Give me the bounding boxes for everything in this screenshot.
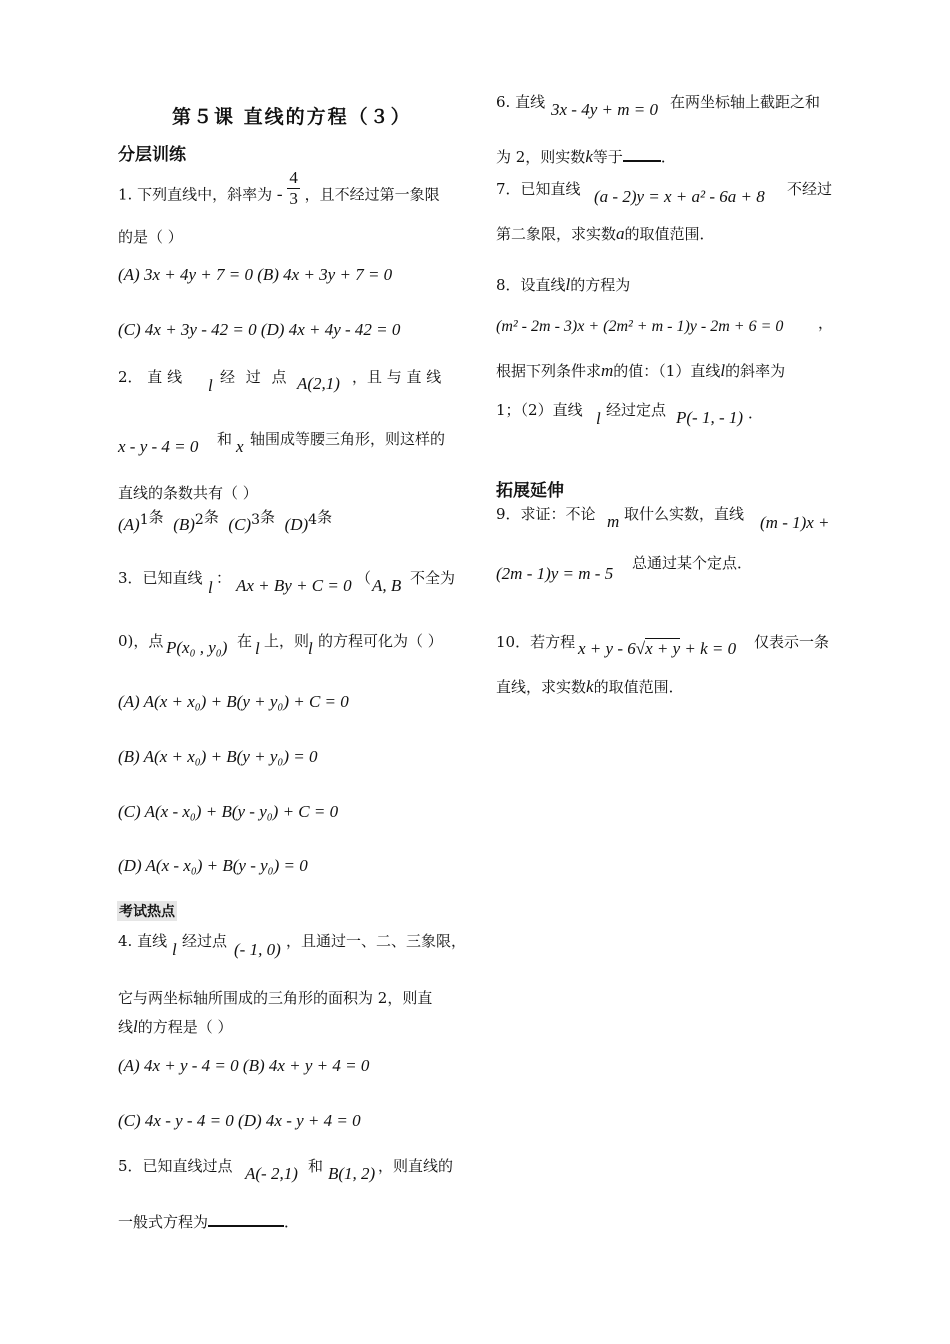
q5-end: ． <box>284 1213 300 1231</box>
q3-l: l <box>208 578 213 597</box>
q3-option-b: (B) A(x + x₀) + B(y + y₀) = 0 <box>118 747 318 766</box>
q4-line2: 它与两坐标轴所围成的三角形的面积为 2，则直 <box>118 989 433 1007</box>
q8-comma: ， <box>818 314 834 332</box>
q3-l-3: l <box>308 639 313 658</box>
q4-point: (- 1, 0) <box>234 940 281 959</box>
q10-line2 <box>496 676 684 697</box>
q7-text-2: 不经过 <box>787 180 833 198</box>
q2-x: x <box>236 437 244 456</box>
q6-line2a: 为 2，则实数 <box>496 148 586 166</box>
q8-line4a: 1；（2）直线 <box>496 401 583 419</box>
q4-text-3: ，且通过一、二、三象限， <box>286 932 467 950</box>
q9-text-1: 9．求证：不论 <box>496 505 596 523</box>
q4-l: l <box>172 940 177 959</box>
q4-line3b: 的方程是（ ） <box>137 1018 233 1036</box>
q1-lead: 1. 下列直线中，斜率为 <box>118 185 273 204</box>
q6-text-1: 6. 直线 <box>496 93 546 111</box>
q3-text-4: 在 <box>237 632 253 650</box>
q3-option-a: (A) A(x + x₀) + B(y + y₀) + C = 0 <box>118 692 349 711</box>
q6-end: ． <box>660 148 676 166</box>
q8-line3 <box>496 360 785 381</box>
q7-a: a <box>616 224 625 243</box>
q3-text-6: 的方程可化为（ ） <box>318 632 443 650</box>
q2-opt-b-unit: 条 <box>203 508 219 526</box>
q5-text-3: ，则直线的 <box>378 1157 454 1175</box>
q2-opt-a-letter: (A) <box>118 515 140 534</box>
q7-equation: (a - 2)y = x + a² - 6a + 8 <box>594 187 765 206</box>
q10-text-1: 10．若方程 <box>496 633 576 651</box>
q2-point: A(2,1) <box>297 374 340 393</box>
section-heading-layered-training: 分层训练 <box>118 145 186 165</box>
q3-option-c: (C) A(x - x₀) + B(y - y₀) + C = 0 <box>118 802 339 821</box>
q5-point-b: B(1, 2) <box>328 1164 376 1183</box>
q2-text-5: 轴围成等腰三角形，则这样的 <box>250 430 446 448</box>
q4-line3 <box>118 1016 233 1037</box>
q2-opt-b-num: 2 <box>194 512 204 528</box>
q8-t1: 8．设直线 <box>496 276 566 294</box>
q3-colon: ： <box>216 569 232 587</box>
q3-text-1: 3．已知直线 <box>118 569 203 587</box>
q4-options-ab: (A) 4x + y - 4 = 0 (B) 4x + y + 4 = 0 <box>118 1056 370 1075</box>
q4-text-1: 4. 直线 <box>118 932 168 950</box>
q5-point-a: A(- 2,1) <box>245 1164 298 1183</box>
q2-opt-c-letter: (C) <box>228 515 252 534</box>
q2-opt-d-num: 4 <box>308 512 318 528</box>
q10-line2b: 的取值范围． <box>593 678 684 696</box>
q2-text-3: ，且 与 直 线 <box>352 368 442 386</box>
q6-answer-blank[interactable] <box>623 146 661 162</box>
q8-line4b: 经过定点 <box>606 401 667 419</box>
q8-line3c: 的斜率为 <box>725 362 786 380</box>
q8-l: l <box>565 275 571 294</box>
q8-m: m <box>601 361 614 380</box>
q9-text-3: 总通过某个定点． <box>632 554 753 572</box>
q10-eq-b: + k = 0 <box>684 639 737 658</box>
q5-line2-text: 一般式方程为 <box>118 1213 209 1231</box>
q2-text-1: 2． 直 线 <box>118 368 183 386</box>
q9-equation-2: (2m - 1)y = m - 5 <box>496 564 614 583</box>
q7-line2b: 的取值范围． <box>624 225 715 243</box>
q6-text-2: 在两坐标轴上截距之和 <box>670 93 821 111</box>
q8-line3b: 的值：（1）直线 <box>613 362 721 380</box>
page-title: 第５课 直线的方程（３） <box>172 106 412 128</box>
q8-line3a: 根据下列条件求 <box>496 362 602 380</box>
q3-point: P(x₀ , y₀) <box>166 638 228 657</box>
q3-ab: A, B <box>372 576 402 595</box>
q8-point: P(- 1, - 1) <box>676 408 744 427</box>
q8-end: ． <box>748 404 764 422</box>
q4-line3a: 线 <box>118 1018 134 1036</box>
q7-line2 <box>496 223 715 244</box>
question-1-line1 <box>118 168 440 209</box>
q5-answer-blank[interactable] <box>208 1211 284 1227</box>
q6-equation: 3x - 4y + m = 0 <box>551 100 658 119</box>
q10-k: k <box>586 677 594 696</box>
q3-equation: Ax + By + C = 0 <box>236 576 352 595</box>
q3-paren: （ <box>356 569 372 587</box>
q10-line2a: 直线，求实数 <box>496 678 587 696</box>
q1-options-ab: (A) 3x + 4y + 7 = 0 (B) 4x + 3y + 7 = 0 <box>118 265 393 284</box>
q2-options <box>118 508 333 535</box>
section-heading-extension: 拓展延伸 <box>496 481 564 501</box>
q8-l-2: l <box>720 361 726 380</box>
q5-line2 <box>118 1211 299 1232</box>
q10-eq-root: x + y <box>645 639 681 658</box>
q2-equation: x - y - 4 = 0 <box>118 437 199 456</box>
q4-l-2: l <box>133 1017 138 1036</box>
q10-equation <box>578 639 736 659</box>
q2-opt-a-num: 1 <box>139 512 149 528</box>
q1-tail: ，且不经过第一象限 <box>304 185 440 204</box>
q4-options-cd: (C) 4x - y - 4 = 0 (D) 4x - y + 4 = 0 <box>118 1111 361 1130</box>
q1-options-cd: (C) 4x + 3y - 42 = 0 (D) 4x + 4y - 42 = 0 <box>118 320 401 339</box>
q1-fraction-denominator: 3 <box>289 189 298 208</box>
q2-text-2: 经 过 点 <box>220 368 290 386</box>
q8-l-3: l <box>596 409 601 428</box>
q10-eq-a: x + y - 6 <box>578 639 636 658</box>
q2-opt-a-unit: 条 <box>148 508 164 526</box>
q3-text-2: 不全为 <box>410 569 456 587</box>
q7-text-1: 7．已知直线 <box>496 180 581 198</box>
q2-line-l: l <box>208 376 213 395</box>
q6-line2b: 等于 <box>592 148 623 166</box>
sqrt-icon: √ <box>635 639 646 658</box>
q7-line2a: 第二象限，求实数 <box>496 225 617 243</box>
q6-k: k <box>585 147 593 166</box>
q1-fraction <box>287 168 300 209</box>
q3-text-5: 上，则 <box>264 632 310 650</box>
q2-opt-d-unit: 条 <box>317 508 333 526</box>
q1-minus: - <box>276 184 283 204</box>
q9-text-2: 取什么实数，直线 <box>624 505 745 523</box>
question-1-line2: 的是（ ） <box>118 228 183 246</box>
q9-equation-1: (m - 1)x + <box>760 513 830 532</box>
q10-text-2: 仅表示一条 <box>754 633 830 651</box>
q3-text-3: 0)，点 <box>118 632 164 650</box>
q9-m: m <box>607 512 620 531</box>
q2-opt-b-letter: (B) <box>173 515 195 534</box>
q5-text-2: 和 <box>308 1157 324 1175</box>
q2-opt-c-unit: 条 <box>260 508 276 526</box>
q2-opt-c-num: 3 <box>251 512 260 528</box>
q4-text-2: 经过点 <box>182 932 228 950</box>
q3-l-2: l <box>255 639 260 658</box>
q2-text-4: 和 <box>217 430 233 448</box>
q6-line2 <box>496 146 676 167</box>
q2-line3: 直线的条数共有（ ） <box>118 484 258 502</box>
q3-option-d: (D) A(x - x₀) + B(y - y₀) = 0 <box>118 856 308 875</box>
q2-opt-d-letter: (D) <box>284 515 309 534</box>
q8-equation: (m² - 2m - 3)x + (2m² + m - 1)y - 2m + 6 = 0 <box>496 318 784 335</box>
q8-t2: 的方程为 <box>570 276 631 294</box>
q8-text-1 <box>496 274 630 295</box>
q1-fraction-numerator: 4 <box>289 168 298 187</box>
section-heading-exam-hotspot: 考试热点 <box>117 901 177 921</box>
q5-text-1: 5．已知直线过点 <box>118 1157 233 1175</box>
